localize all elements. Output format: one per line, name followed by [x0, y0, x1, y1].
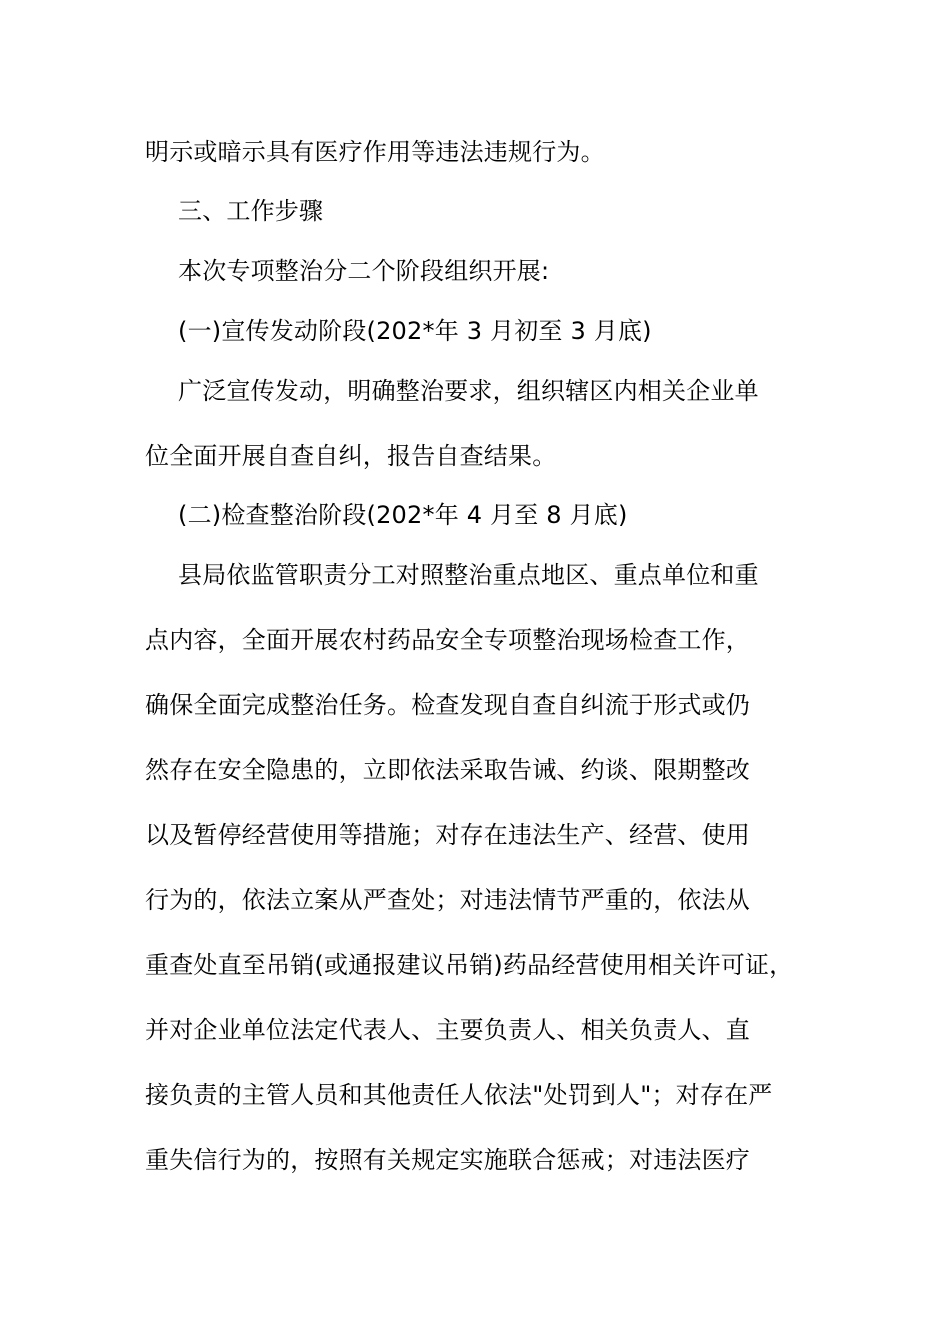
- text-line: 本次专项整治分二个阶段组织开展:: [178, 257, 550, 285]
- text-line: 以及暂停经营使用等措施；对存在违法生产、经营、使用: [145, 821, 750, 849]
- subsection-heading: (二)检查整治阶段(202*年 4 月至 8 月底): [178, 501, 628, 529]
- text-line: 然存在安全隐患的，立即依法采取告诫、约谈、限期整改: [145, 756, 750, 784]
- text-line: 行为的，依法立案从严查处；对违法情节严重的，依法从: [145, 886, 750, 914]
- section-heading: 三、工作步骤: [178, 197, 324, 225]
- text-line: 重查处直至吊销(或通报建议吊销)药品经营使用相关许可证，: [145, 951, 794, 979]
- text-line: 并对企业单位法定代表人、主要负责人、相关负责人、直: [145, 1016, 750, 1044]
- text-line: 点内容，全面开展农村药品安全专项整治现场检查工作，: [145, 626, 750, 654]
- text-line: 位全面开展自查自纠，报告自查结果。: [145, 442, 557, 470]
- text-line: 广泛宣传发动，明确整治要求，组织辖区内相关企业单: [178, 377, 759, 405]
- text-line: 接负责的主管人员和其他责任人依法"处罚到人"；对存在严: [145, 1081, 773, 1109]
- text-line: 明示或暗示具有医疗作用等违法违规行为。: [145, 138, 605, 166]
- text-line: 县局依监管职责分工对照整治重点地区、重点单位和重: [178, 561, 759, 589]
- text-line: 重失信行为的，按照有关规定实施联合惩戒；对违法医疗: [145, 1146, 750, 1174]
- text-line: 确保全面完成整治任务。检查发现自查自纠流于形式或仍: [145, 691, 750, 719]
- subsection-heading: (一)宣传发动阶段(202*年 3 月初至 3 月底): [178, 317, 652, 345]
